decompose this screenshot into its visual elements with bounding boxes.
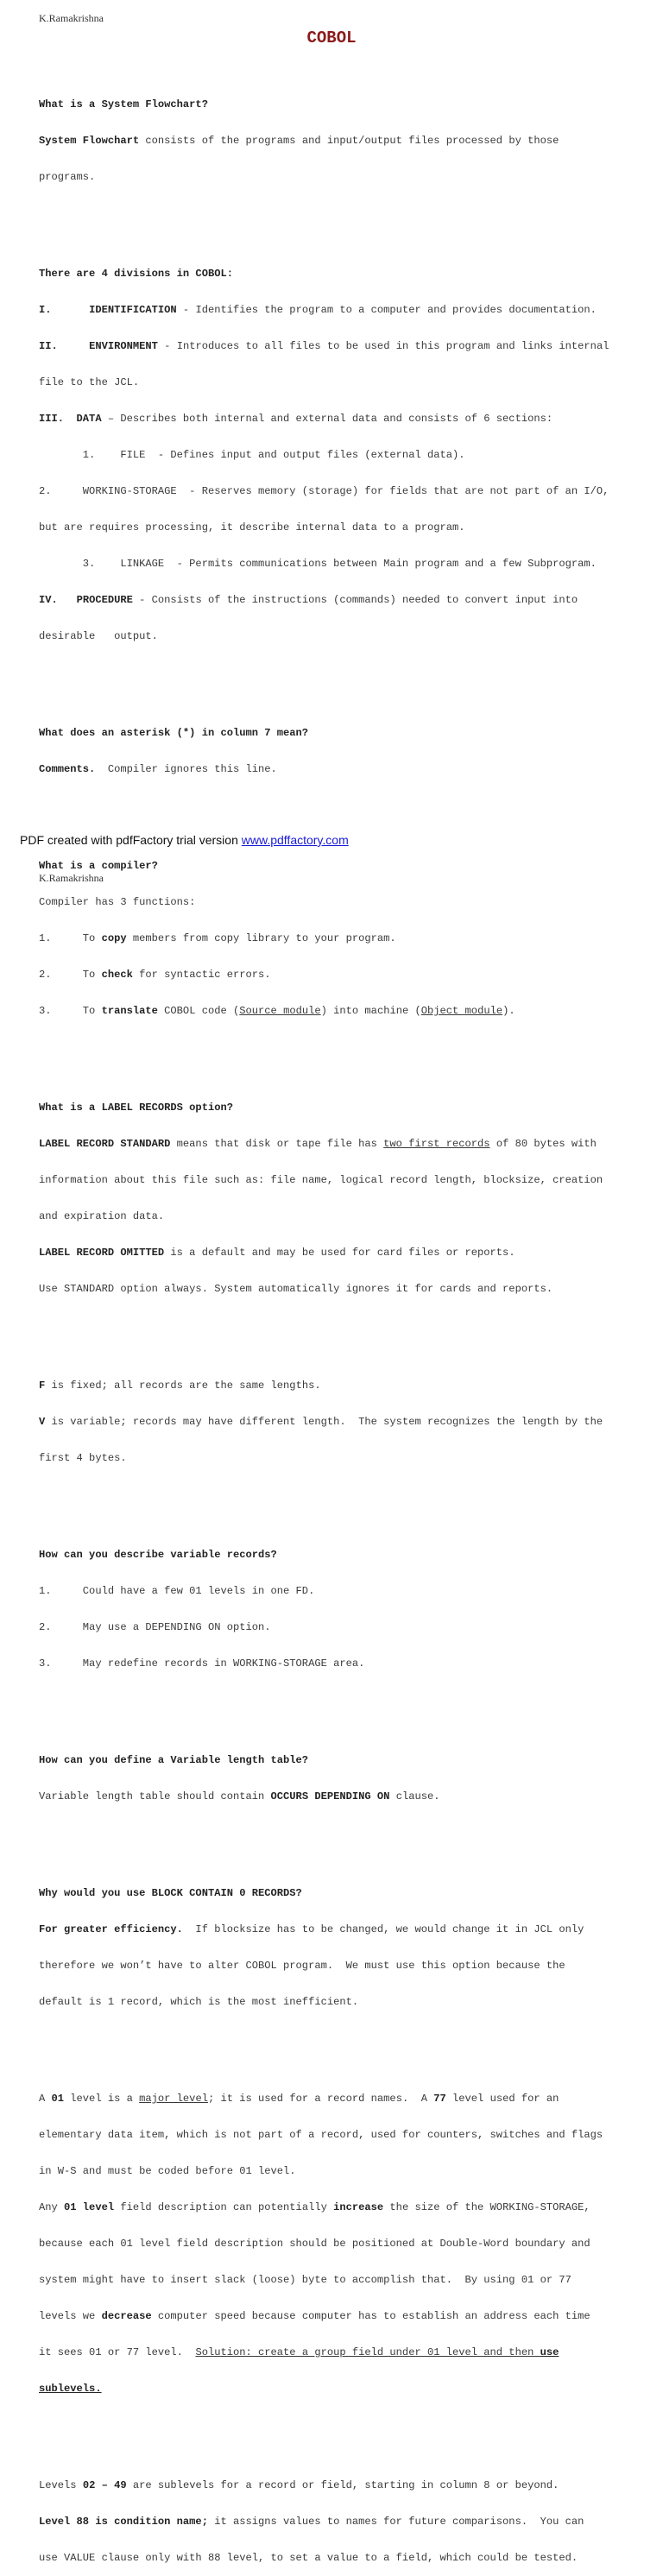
label-standard-cont: information about this file such as: file name, logical record length, blocksize, creation [39, 1174, 603, 1186]
levels-solution-cont: sublevels. [39, 2383, 102, 2395]
data-section-file: 1. FILE - Defines input and output files (external data). [39, 449, 465, 461]
levels-decrease: levels we decrease computer speed because computer has to establish an address each time [39, 2310, 590, 2322]
list-item: 2. May use a DEPENDING ON option. [39, 1621, 271, 1633]
pdffactory-link[interactable]: www.pdffactory.com [241, 833, 349, 847]
compiler-function-check: 2. To check for syntactic errors. [39, 969, 271, 981]
record-variable-cont: first 4 bytes. [39, 1452, 127, 1464]
compiler-function-copy: 1. To copy members from copy library to your program. [39, 932, 396, 944]
footer-text: PDF created with pdfFactory trial version [20, 833, 242, 847]
sublevels-line: Levels 02 – 49 are sublevels for a record or field, starting in column 8 or beyond. [39, 2479, 559, 2491]
record-fixed: F is fixed; all records are the same lengths. [39, 1380, 321, 1392]
division-environment-cont: file to the JCL. [39, 376, 140, 388]
question-label-records: What is a LABEL RECORDS option? [39, 1102, 233, 1114]
data-section-working-storage: 2. WORKING-STORAGE - Reserves memory (storage) for fields that are not part of an I/O, [39, 485, 609, 497]
answer-block-contain: For greater efficiency. If blocksize has to be changed, we would change it in JCL only [39, 1923, 584, 1935]
levels-increase-cont: because each 01 level field description should be positioned at Double-Word boundary and [39, 2238, 590, 2250]
answer-block-contain-cont: therefore we won’t have to alter COBOL program. We must use this option because the [39, 1960, 565, 1972]
levels-paragraph-cont: in W-S and must be coded before 01 level. [39, 2165, 296, 2177]
answer-flowchart-line: System Flowchart consists of the programs and input/output files processed by those [39, 135, 559, 147]
author-header: K.Ramakrishna [39, 12, 104, 24]
levels-solution: it sees 01 or 77 level. Solution: create a group field under 01 level and then use [39, 2346, 559, 2358]
question-compiler: What is a compiler? [39, 860, 158, 872]
question-asterisk: What does an asterisk (*) in column 7 mean? [39, 727, 309, 739]
compiler-function-translate: 3. To translate COBOL code (Source module) into machine (Object module). [39, 1005, 515, 1017]
label-omitted: LABEL RECORD OMITTED is a default and may be used for card files or reports. [39, 1247, 515, 1259]
compiler-intro: Compiler has 3 functions: [39, 896, 196, 908]
question-block-contain: Why would you use BLOCK CONTAIN 0 RECORDS? [39, 1887, 302, 1899]
record-variable: V is variable; records may have different length. The system recognizes the length by the [39, 1416, 603, 1428]
levels-increase-cont: system might have to insert slack (loose) byte to accomplish that. By using 01 or 77 [39, 2274, 571, 2286]
answer-flowchart-line: programs. [39, 171, 96, 183]
question-divisions: There are 4 divisions in COBOL: [39, 268, 233, 280]
division-procedure-cont: desirable output. [39, 630, 158, 642]
author-footer: K.Ramakrishna [39, 872, 104, 884]
division-identification: I. IDENTIFICATION - Identifies the program to a computer and provides documentation. [39, 304, 597, 316]
document-body [39, 62, 635, 2576]
levels-paragraph-cont: elementary data item, which is not part of a record, used for counters, switches and flags [39, 2129, 603, 2141]
level-88-line: Level 88 is condition name; it assigns values to names for future comparisons. You can [39, 2516, 584, 2528]
division-environment: II. ENVIRONMENT - Introduces to all files to be used in this program and links internal [39, 340, 609, 352]
answer-variable-table: Variable length table should contain OCCURS DEPENDING ON clause. [39, 1790, 440, 1803]
answer-asterisk: Comments. Compiler ignores this line. [39, 763, 277, 775]
level-88-cont: use VALUE clause only with 88 level, to set a value to a field, which could be tested. [39, 2552, 578, 2564]
question-flowchart: What is a System Flowchart? [39, 98, 208, 110]
question-variable-table: How can you define a Variable length table? [39, 1754, 309, 1766]
division-procedure: IV. PROCEDURE - Consists of the instructions (commands) needed to convert input into [39, 594, 578, 606]
list-item: 3. May redefine records in WORKING-STORAGE area. [39, 1657, 365, 1670]
data-section-working-storage-cont: but are requires processing, it describe internal data to a program. [39, 521, 465, 534]
label-note: Use STANDARD option always. System automatically ignores it for cards and reports. [39, 1283, 553, 1295]
page-title: COBOL [306, 28, 357, 47]
label-standard: LABEL RECORD STANDARD means that disk or tape file has two first records of 80 bytes with [39, 1138, 597, 1150]
label-standard-cont: and expiration data. [39, 1210, 165, 1222]
levels-increase: Any 01 level field description can potentially increase the size of the WORKING-STORAGE, [39, 2201, 590, 2213]
list-item: 1. Could have a few 01 levels in one FD. [39, 1585, 315, 1597]
question-variable-records: How can you describe variable records? [39, 1549, 277, 1561]
levels-paragraph: A 01 level is a major level; it is used for a record names. A 77 level used for an [39, 2093, 559, 2105]
division-data: III. DATA – Describes both internal and external data and consists of 6 sections: [39, 413, 553, 425]
pdf-footer [20, 833, 349, 847]
data-section-linkage: 3. LINKAGE - Permits communications between Main program and a few Subprogram. [39, 558, 597, 570]
answer-block-contain-cont: default is 1 record, which is the most inefficient. [39, 1996, 359, 2008]
